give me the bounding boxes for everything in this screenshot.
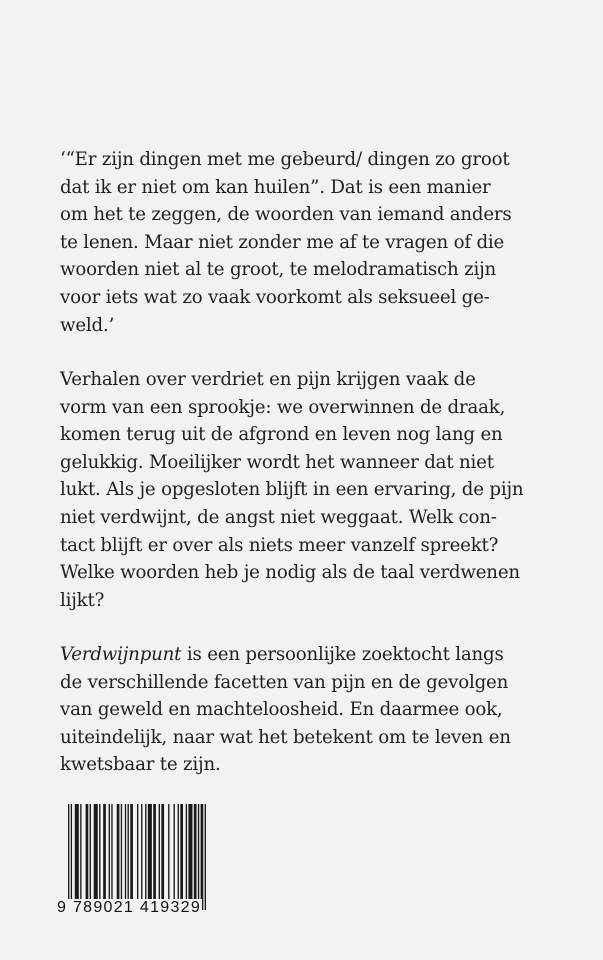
text-line: Verhalen over verdriet en pijn krijgen vaak de	[60, 369, 476, 390]
barcode-bar	[71, 804, 72, 910]
barcode-bar	[141, 804, 142, 910]
barcode-bar	[125, 804, 126, 910]
barcode-bar	[180, 804, 183, 910]
barcode-bar	[111, 804, 112, 910]
barcode-bar	[90, 804, 91, 910]
barcode-bar	[117, 804, 120, 910]
barcode-bar	[201, 804, 204, 910]
text-line: ‘“Er zijn dingen met me gebeurd/ dingen zo groot	[60, 149, 510, 170]
text-line: lukt. Als je opgesloten blijft in een ervaring, de pijn	[60, 479, 524, 501]
quote-paragraph	[60, 146, 560, 339]
barcode-bar	[121, 804, 122, 910]
text-line: vorm van een sprookje: we overwinnen de draak,	[60, 396, 506, 418]
barcode-bar	[153, 804, 156, 910]
text-line: dat ik er niet om kan huilen”. Dat is een manier	[60, 176, 491, 198]
barcode-bar	[186, 804, 187, 910]
book-title: Verdwijnpunt	[60, 644, 182, 665]
barcode-bar	[194, 804, 197, 910]
text-span: is een persoonlijke zoektocht langs	[181, 644, 504, 665]
isbn-number: 9 789021 419329	[57, 899, 202, 916]
text-line: gelukkig. Moeilijker wordt het wanneer dat niet	[60, 451, 494, 473]
barcode-bar	[198, 804, 199, 910]
barcode-bar	[168, 804, 169, 910]
text-line: komen terug uit de afgrond en leven nog lang en	[60, 424, 503, 446]
barcode-bar	[75, 804, 79, 910]
text-line: Welke woorden heb je nodig als de taal verdwenen	[60, 562, 520, 584]
barcode-bar	[161, 804, 164, 910]
text-line: lijkt?	[60, 589, 105, 611]
description-paragraph	[60, 366, 560, 614]
barcode-bar	[86, 804, 89, 910]
text-line: kwetsbaar te zijn.	[60, 754, 221, 776]
barcode-bar	[68, 804, 69, 910]
text-line: niet verdwijnt, de angst niet weggaat. Welk con-	[60, 506, 497, 528]
barcode-bar	[94, 804, 98, 910]
text-line: woorden niet al te groot, te melodramatisch zijn	[60, 259, 497, 281]
barcode-bar	[188, 804, 192, 910]
barcode-bar	[80, 804, 81, 910]
barcode-bar	[99, 804, 100, 910]
text-line: de verschillende facetten van pijn en de gevolgen	[60, 671, 509, 693]
barcode-bar	[159, 804, 160, 910]
barcode-bar	[109, 804, 110, 910]
barcode-bar	[145, 804, 146, 910]
barcode-bar	[137, 804, 138, 910]
barcode-bar	[205, 804, 206, 910]
barcode-bar	[128, 804, 129, 910]
text-line: om het te zeggen, de woorden van iemand anders	[60, 204, 512, 226]
summary-paragraph	[60, 641, 560, 779]
text-line: voor iets wat zo vaak voorkomt als seksueel ge-	[60, 286, 490, 308]
text-line: tact blijft er over als niets meer vanzelf spreekt?	[60, 534, 499, 556]
text-line: te lenen. Maar niet zonder me af te vragen of die	[60, 231, 505, 253]
text-line: uiteindelijk, naar wat het betekent om te leven en	[60, 726, 511, 748]
barcode-bar	[148, 804, 152, 910]
text-line: van geweld en machteloosheid. En daarmee ook,	[60, 699, 503, 721]
barcode	[68, 804, 206, 910]
text-line	[60, 641, 560, 669]
barcode-bar	[103, 804, 106, 910]
text-line: weld.’	[60, 314, 115, 336]
barcode-bar	[130, 804, 133, 910]
barcode-bar	[174, 804, 175, 910]
barcode-bar	[178, 804, 179, 910]
